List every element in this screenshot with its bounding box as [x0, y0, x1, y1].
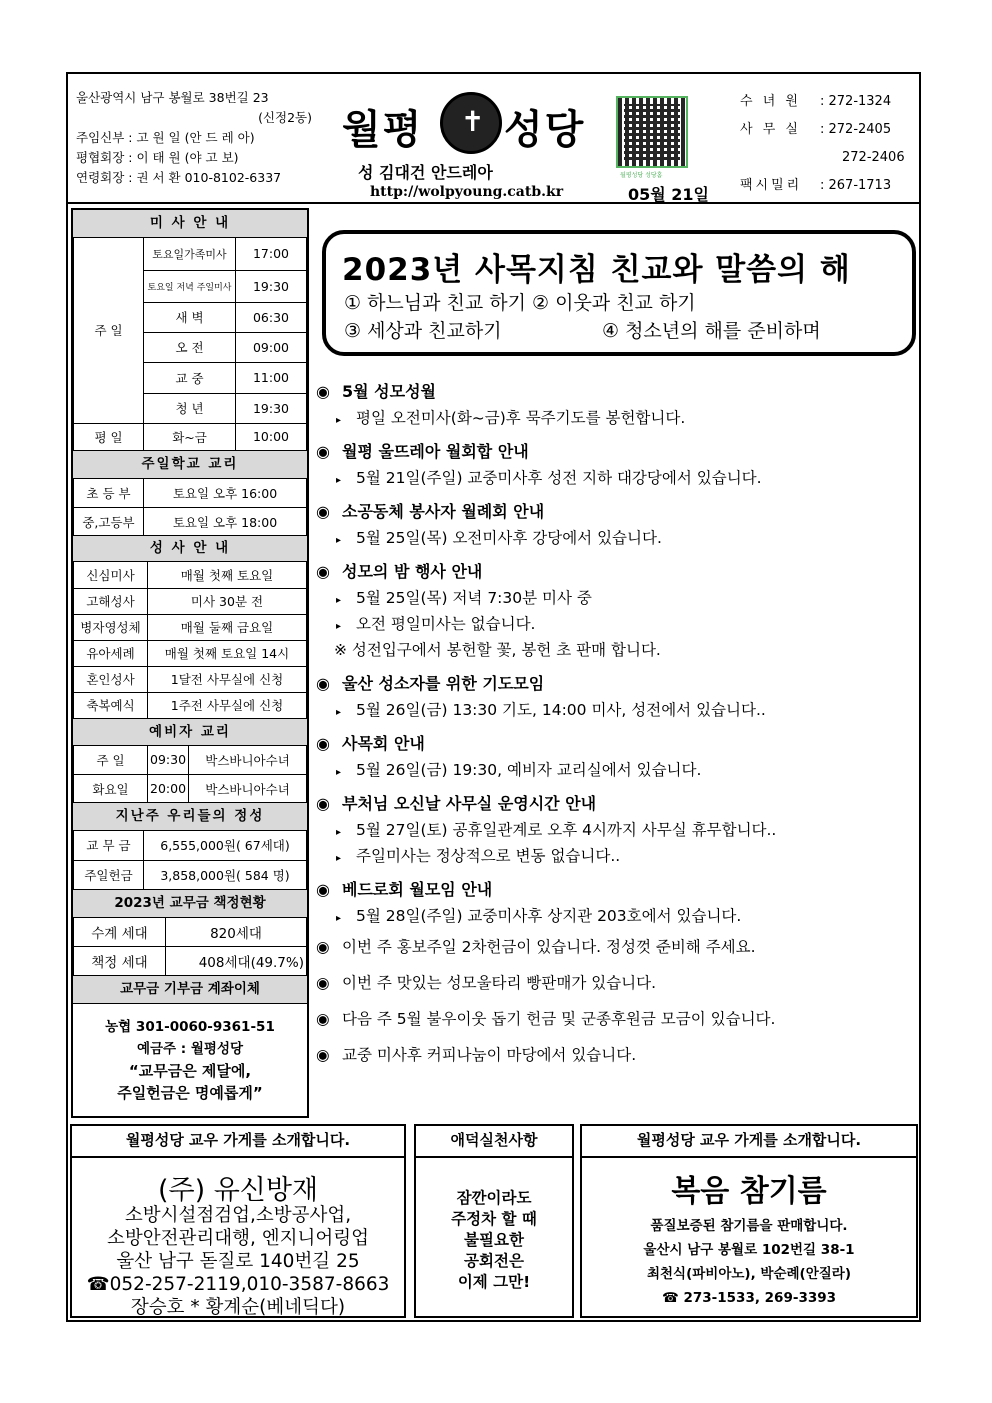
simple-notice: ◉ 이번 주 맛있는 성모울타리 빵판매가 있습니다. — [316, 974, 657, 992]
account-number: 농협 301-0060-9361-51 — [105, 1019, 275, 1035]
simple-notice: ◉ 교중 미사후 커피나눔이 마당에서 있습니다. — [316, 1046, 637, 1064]
notice-item: ▸ 5월 25일(목) 오전미사후 강당에서 있습니다. — [336, 529, 662, 547]
notice-title: ◉ 소공동체 봉사자 월례회 안내 — [316, 502, 545, 521]
patron-saint: 성 김대건 안드레아 — [358, 163, 493, 182]
notice-item: ▸ 평일 오전미사(화~금)후 묵주기도를 봉헌합니다. — [336, 409, 686, 427]
contact-row: 팩시밀리 : 267-1713 — [740, 178, 892, 193]
notice-title: ◉ 부처님 오신날 사무실 운영시간 안내 — [316, 794, 597, 813]
dues-table: 수계 세대 820세대 책정 세대 408세대(49.7%) — [73, 918, 307, 977]
sunday-label: 주 일 — [74, 238, 144, 423]
transfer-heading: 교무금 기부금 계좌이체 — [73, 976, 307, 1004]
charity-text: 잠깐이라도 주정차 할 때 불필요한 공회전은 이제 그만! — [451, 1189, 537, 1291]
shop-ad-left — [70, 1124, 406, 1318]
offerings-heading: 지난주 우리들의 정성 — [73, 803, 307, 831]
notice-item: ▸ 5월 26일(금) 13:30 기도, 14:00 미사, 성전에서 있습니다.. — [336, 701, 766, 719]
pastoral-banner — [322, 230, 916, 356]
ad-heading: 월평성당 교우 가게를 소개합니다. — [125, 1131, 351, 1149]
church-info — [76, 88, 316, 188]
catechumen-heading: 예비자 교리 — [73, 719, 307, 746]
notice-item: ▸ 오전 평일미사는 없습니다. — [336, 615, 536, 633]
notice-title: ◉ 성모의 밤 행사 안내 — [316, 562, 483, 581]
notice-item: ▸ 5월 26일(금) 19:30, 예비자 교리실에서 있습니다. — [336, 761, 702, 779]
sacraments-heading: 성 사 안 내 — [73, 536, 307, 562]
church-seal-icon — [440, 92, 502, 154]
masthead: 월평 성당 ✝ 성 김대건 안드레아 http://wolpyoung.catb.kr — [338, 92, 588, 202]
staff-council: 평협회장 : 이 태 원 (야 고 보) — [76, 150, 239, 165]
account-info — [73, 1004, 307, 1104]
ad-heading: 월평성당 교우 가게를 소개합니다. — [636, 1131, 862, 1149]
shop-ad-right — [580, 1124, 918, 1318]
mass-heading: 미 사 안 내 — [73, 210, 307, 238]
contact-row: 272-2406 — [842, 150, 905, 165]
dues-heading: 2023년 교무금 책정현황 — [73, 890, 307, 918]
banner-line: ③ 세상과 친교하기 ④ 청소년의 해를 준비하며 — [344, 320, 821, 342]
notice-note: ※ 성전입구에서 봉헌할 꽃, 봉헌 초 판매 합니다. — [334, 641, 661, 659]
qr-code-icon[interactable] — [616, 96, 688, 168]
sunday-school-table: 초 등 부 토요일 오후 16:00 중,고등부 토요일 오후 18:00 — [73, 479, 307, 537]
simple-notice: ◉ 이번 주 홍보주일 2차헌금이 있습니다. 정성껏 준비해 주세요. — [316, 938, 756, 956]
banner-title: 2023년 사목지침 친교와 말씀의 해 — [342, 252, 851, 288]
bulletin-sheet — [66, 72, 921, 1322]
info-sidebar — [71, 208, 309, 1118]
shop-name: 복음 참기름 — [671, 1174, 827, 1209]
notice-item: ▸ 주일미사는 정상적으로 변동 없습니다.. — [336, 847, 621, 865]
notices-list — [316, 379, 916, 1073]
simple-notice: ◉ 다음 주 5월 불우이웃 돕기 헌금 및 군종후원금 모금이 있습니다. — [316, 1010, 776, 1028]
catechumen-table: 주 일 09:30 박스바니아수녀 화요일 20:00 박스바니아수녀 — [73, 746, 307, 804]
shop-name: (주) 유신방재 — [157, 1175, 319, 1206]
shop-details: 품질보증된 참기름을 판매합니다. 울산시 남구 봉월로 102번길 38-1 최천식(파비아노), 박순례(안질라) ☎ 273-1533, 269-3393 — [643, 1218, 855, 1306]
account-holder: 예금주 : 월평성당 — [136, 1041, 244, 1057]
charity-box — [414, 1124, 574, 1318]
notice-item: ▸ 5월 25일(목) 저녁 7:30분 미사 중 — [336, 589, 592, 607]
offerings-table: 교 무 금 6,555,000원( 67세대) 주일헌금 3,858,000원( 584 명) — [73, 831, 307, 890]
staff-pastor: 주임신부 : 고 원 일 (안 드 레 아) — [76, 130, 255, 145]
contact-row: 수 녀 원 : 272-1324 — [740, 94, 892, 109]
qr-caption: 월평성당 성당홈 — [620, 172, 663, 179]
banner-line: ① 하느님과 친교 하기 ② 이웃과 친교 하기 — [344, 292, 696, 314]
notice-item: ▸ 5월 21일(주일) 교중미사후 성전 지하 대강당에서 있습니다. — [336, 469, 762, 487]
notice-item: ▸ 5월 28일(주일) 교중미사후 상지관 203호에서 있습니다. — [336, 907, 742, 925]
website-link[interactable]: http://wolpyoung.catb.kr — [370, 184, 564, 200]
sunday-school-heading: 주일학교 교리 — [73, 451, 307, 479]
notice-title: ◉ 베드로회 월모임 안내 — [316, 880, 493, 899]
staff-funeral: 연령회장 : 권 서 환 010-8102-6337 — [76, 170, 282, 185]
sacraments-table: 신심미사 매월 첫째 토요일 고해성사 미사 30분 전 병자영성체 매월 둘째 금요일 유아세례 매월 첫째 토요일 14시 혼인성사 1달전 사무실에 신청 축복예식 1주전 사무실에 신청 — [73, 562, 307, 719]
weekday-label: 평 일 — [74, 423, 144, 450]
notice-title: ◉ 월평 울뜨레아 월회합 안내 — [316, 442, 529, 461]
notice-title: ◉ 울산 성소자를 위한 기도모임 — [316, 674, 545, 693]
slogan-line: “교무금은 제달에, — [128, 1062, 252, 1080]
charity-heading: 애덕실천사항 — [450, 1131, 538, 1149]
mass-table: 주 일 토요일가족미사 17:00 토요일 저녁 주일미사 19:30 새 벽 06:30 오 전 09:00 교 중 11:00 청 년 19:30 평 일 화~금 10:00 — [73, 238, 307, 451]
header — [68, 74, 919, 204]
shop-details: 소방시설점검업,소방공사업, 소방안전관리대행, 엔지니어링업 울산 남구 돋질로 140번길 25 ☎052-257-2119,010-3587-8663 장승호 * 황계순(베네딕다) — [86, 1205, 390, 1318]
contact-row: 사 무 실 : 272-2405 — [740, 122, 892, 137]
notice-title: ◉ 사목회 안내 — [316, 734, 425, 753]
address: 울산광역시 남구 봉월로 38번길 23 — [76, 90, 269, 105]
contacts — [740, 88, 912, 200]
notice-title: ◉ 5월 성모성월 — [316, 382, 436, 401]
issue-date: 05월 21일 — [628, 185, 710, 204]
slogan-line: 주일헌금은 명예롭게” — [117, 1084, 263, 1102]
district: (신정2동) — [258, 110, 312, 125]
notice-item: ▸ 5월 27일(토) 공휴일관계로 오후 4시까지 사무실 휴무합니다.. — [336, 821, 777, 839]
